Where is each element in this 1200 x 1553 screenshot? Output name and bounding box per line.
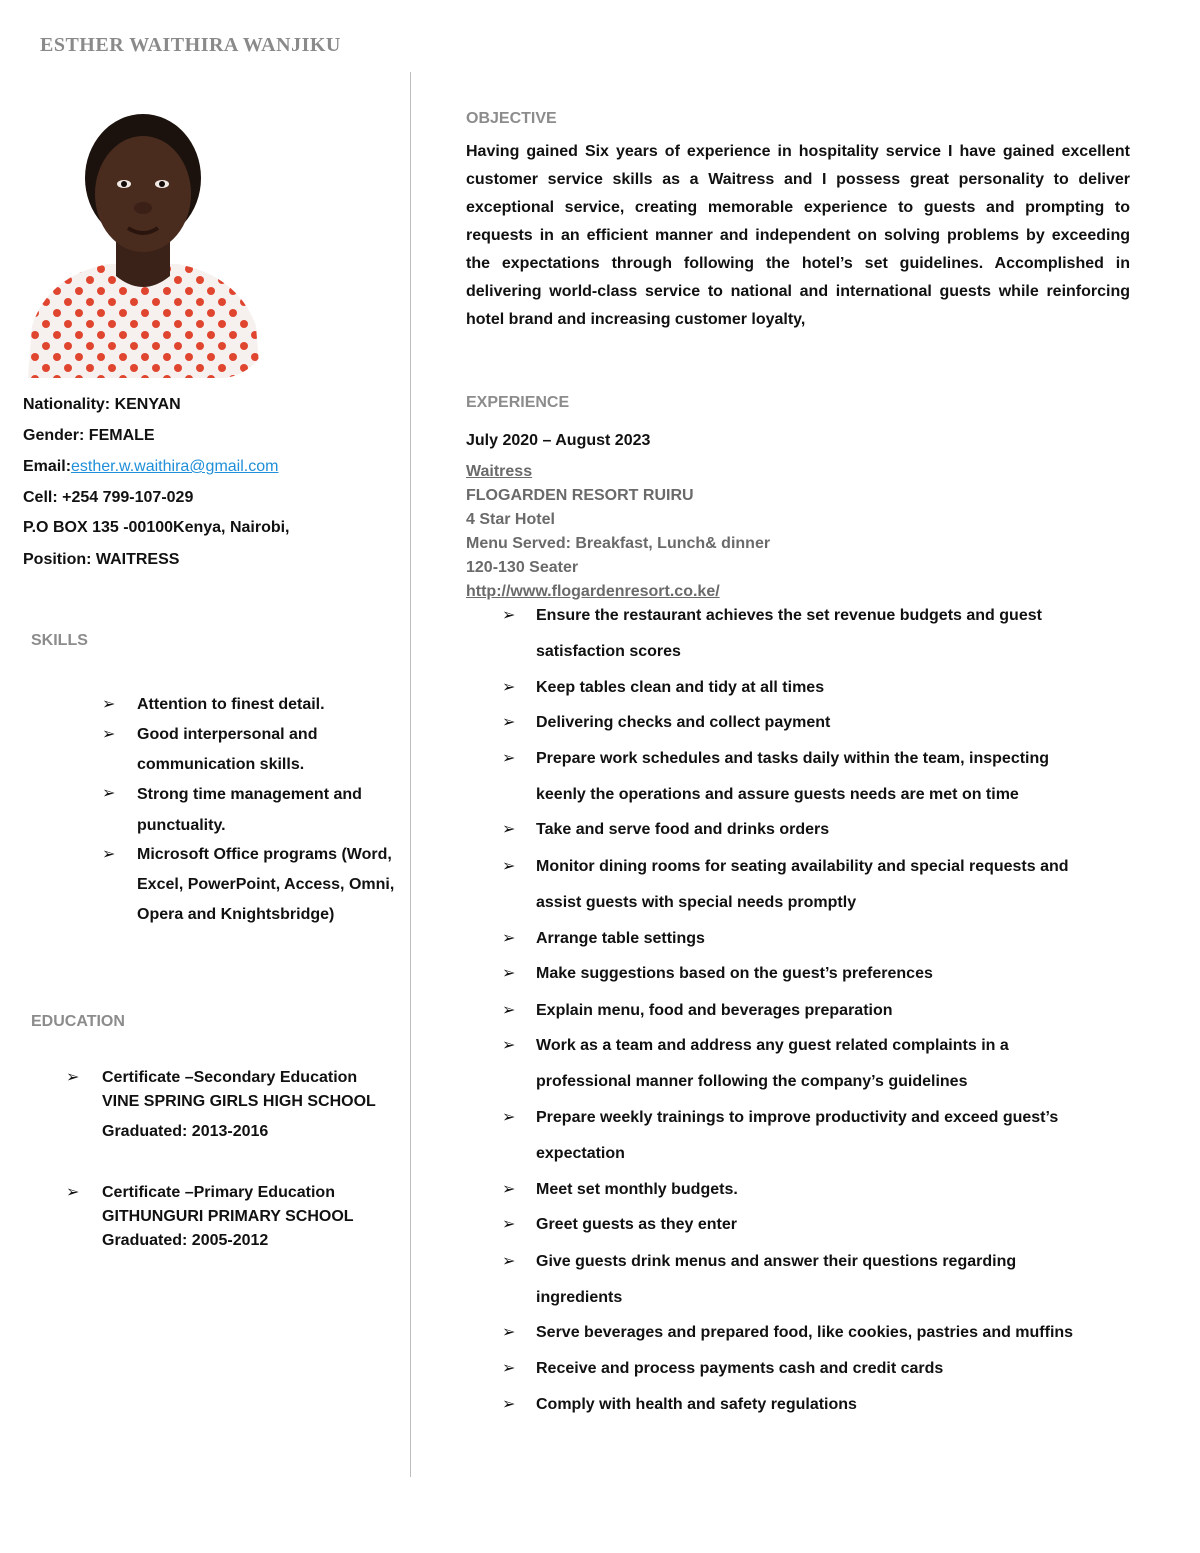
skill-line: Attention to finest detail. [137, 696, 325, 713]
arrow-bullet-icon: ➢ [502, 1360, 516, 1377]
responsibility-item [502, 1207, 1122, 1243]
arrow-bullet-icon: ➢ [102, 726, 116, 743]
education-item [66, 1181, 396, 1253]
skill-line: communication skills. [137, 756, 305, 773]
responsibility-line: Keep tables clean and tidy at all times [536, 679, 825, 696]
position: Position: WAITRESS [23, 551, 180, 568]
skill-item [102, 784, 412, 841]
certificate-title: Certificate –Primary Education [102, 1184, 335, 1201]
graduation-years: Graduated: 2013-2016 [102, 1123, 269, 1140]
arrow-bullet-icon: ➢ [102, 785, 116, 802]
objective-heading: OBJECTIVE [466, 110, 557, 127]
arrow-bullet-icon: ➢ [502, 1216, 516, 1233]
responsibility-line: assist guests with special needs promptly [536, 894, 857, 911]
experience-dates: July 2020 – August 2023 [466, 432, 651, 449]
menu-served: Menu Served: Breakfast, Lunch& dinner [466, 535, 771, 552]
email-row [23, 457, 278, 477]
responsibility-line: professional manner following the company’s guidelines [536, 1073, 968, 1090]
skill-line: Strong time management and [137, 786, 362, 803]
arrow-bullet-icon: ➢ [502, 930, 516, 947]
objective-text: Having gained Six years of experience in hospitality service I have gained excellent customer service skills as a Waitress and I possess great personality to deliver exceptional service, creating memorable experience to guests and prompting to requests in an efficient manner and independent on solving problems by exceeding the expectations through following the hotel’s set guidelines. Accomplished in delivering world-class service to national and international guests while reinforcing hotel brand and increasing customer loyalty, [466, 143, 1130, 328]
arrow-bullet-icon: ➢ [502, 965, 516, 982]
education-heading: EDUCATION [31, 1013, 125, 1030]
arrow-bullet-icon: ➢ [502, 821, 516, 838]
education-item [66, 1066, 396, 1144]
responsibility-line: Receive and process payments cash and credit cards [536, 1360, 944, 1377]
responsibility-item [502, 921, 1122, 957]
arrow-bullet-icon: ➢ [502, 1253, 516, 1270]
arrow-bullet-icon: ➢ [502, 1037, 516, 1054]
portrait-image [18, 76, 268, 378]
arrow-bullet-icon: ➢ [102, 846, 116, 863]
skill-line: Microsoft Office programs (Word, [137, 846, 392, 863]
responsibility-line: Give guests drink menus and answer their questions regarding [536, 1253, 1017, 1270]
school-name: GITHUNGURI PRIMARY SCHOOL [102, 1208, 354, 1225]
school-name: VINE SPRING GIRLS HIGH SCHOOL [102, 1093, 376, 1110]
hotel-rating: 4 Star Hotel [466, 511, 555, 528]
arrow-bullet-icon: ➢ [502, 750, 516, 767]
responsibility-item [502, 1315, 1122, 1351]
responsibility-item [502, 741, 1122, 813]
responsibility-line: satisfaction scores [536, 643, 681, 660]
responsibility-line: Prepare weekly trainings to improve productivity and exceed guest’s [536, 1109, 1059, 1126]
skill-line: Excel, PowerPoint, Access, Omni, [137, 876, 395, 893]
postal-address: P.O BOX 135 -00100Kenya, Nairobi, [23, 519, 290, 536]
responsibility-item [502, 1172, 1122, 1208]
responsibility-item [502, 956, 1122, 992]
responsibility-line: Prepare work schedules and tasks daily within the team, inspecting [536, 750, 1050, 767]
arrow-bullet-icon: ➢ [502, 1109, 516, 1126]
responsibility-line: expectation [536, 1145, 625, 1162]
responsibility-item [502, 849, 1122, 921]
skill-item [102, 845, 412, 930]
responsibility-line: Delivering checks and collect payment [536, 714, 831, 731]
responsibility-item [502, 1387, 1122, 1423]
profile-photo [18, 76, 268, 378]
arrow-bullet-icon: ➢ [66, 1069, 80, 1086]
skill-line: punctuality. [137, 817, 226, 834]
responsibility-item [502, 1028, 1122, 1100]
responsibility-item [502, 705, 1122, 741]
skills-heading: SKILLS [31, 632, 88, 649]
responsibility-line: ingredients [536, 1289, 623, 1306]
arrow-bullet-icon: ➢ [66, 1184, 80, 1201]
arrow-bullet-icon: ➢ [502, 1396, 516, 1413]
responsibility-line: Meet set monthly budgets. [536, 1181, 738, 1198]
arrow-bullet-icon: ➢ [502, 679, 516, 696]
responsibility-line: Serve beverages and prepared food, like cookies, pastries and muffins [536, 1324, 1074, 1341]
email-link[interactable]: esther.w.waithira@gmail.com [71, 458, 279, 475]
responsibility-item [502, 993, 1122, 1029]
responsibility-line: Work as a team and address any guest related complaints in a [536, 1037, 1009, 1054]
graduation-years: Graduated: 2005-2012 [102, 1232, 269, 1249]
responsibility-line: Greet guests as they enter [536, 1216, 737, 1233]
responsibility-line: Make suggestions based on the guest’s preferences [536, 965, 933, 982]
skill-line: Opera and Knightsbridge) [137, 906, 335, 923]
employer-website-link[interactable]: http://www.flogardenresort.co.ke/ [466, 583, 720, 600]
job-role: Waitress [466, 463, 533, 480]
certificate-title: Certificate –Secondary Education [102, 1069, 358, 1086]
skill-item [102, 725, 412, 780]
arrow-bullet-icon: ➢ [502, 714, 516, 731]
arrow-bullet-icon: ➢ [502, 1002, 516, 1019]
responsibility-item [502, 1244, 1122, 1316]
responsibility-line: Monitor dining rooms for seating availability and special requests and [536, 858, 1069, 875]
responsibility-line: Arrange table settings [536, 930, 705, 947]
email-label: Email: [23, 458, 72, 475]
arrow-bullet-icon: ➢ [502, 1181, 516, 1198]
gender: Gender: FEMALE [23, 427, 155, 444]
employer-name: FLOGARDEN RESORT RUIRU [466, 487, 694, 504]
responsibility-item [502, 670, 1122, 706]
arrow-bullet-icon: ➢ [502, 1324, 516, 1341]
arrow-bullet-icon: ➢ [102, 696, 116, 713]
responsibility-line: Ensure the restaurant achieves the set revenue budgets and guest [536, 607, 1042, 624]
responsibility-line: Take and serve food and drinks orders [536, 821, 830, 838]
skill-item [102, 695, 412, 715]
arrow-bullet-icon: ➢ [502, 858, 516, 875]
cell-number: Cell: +254 799-107-029 [23, 489, 194, 506]
responsibility-line: keenly the operations and assure guests needs are met on time [536, 786, 1019, 803]
responsibility-item [502, 1351, 1122, 1387]
responsibility-line: Explain menu, food and beverages preparation [536, 1002, 893, 1019]
candidate-name: ESTHER WAITHIRA WANJIKU [40, 34, 341, 56]
responsibility-item [502, 812, 1122, 848]
experience-heading: EXPERIENCE [466, 394, 570, 411]
arrow-bullet-icon: ➢ [502, 607, 516, 624]
responsibility-item [502, 598, 1122, 670]
responsibility-item [502, 1100, 1122, 1172]
skill-line: Good interpersonal and [137, 726, 318, 743]
seating-capacity: 120-130 Seater [466, 559, 579, 576]
responsibility-line: Comply with health and safety regulations [536, 1396, 857, 1413]
nationality: Nationality: KENYAN [23, 396, 181, 413]
